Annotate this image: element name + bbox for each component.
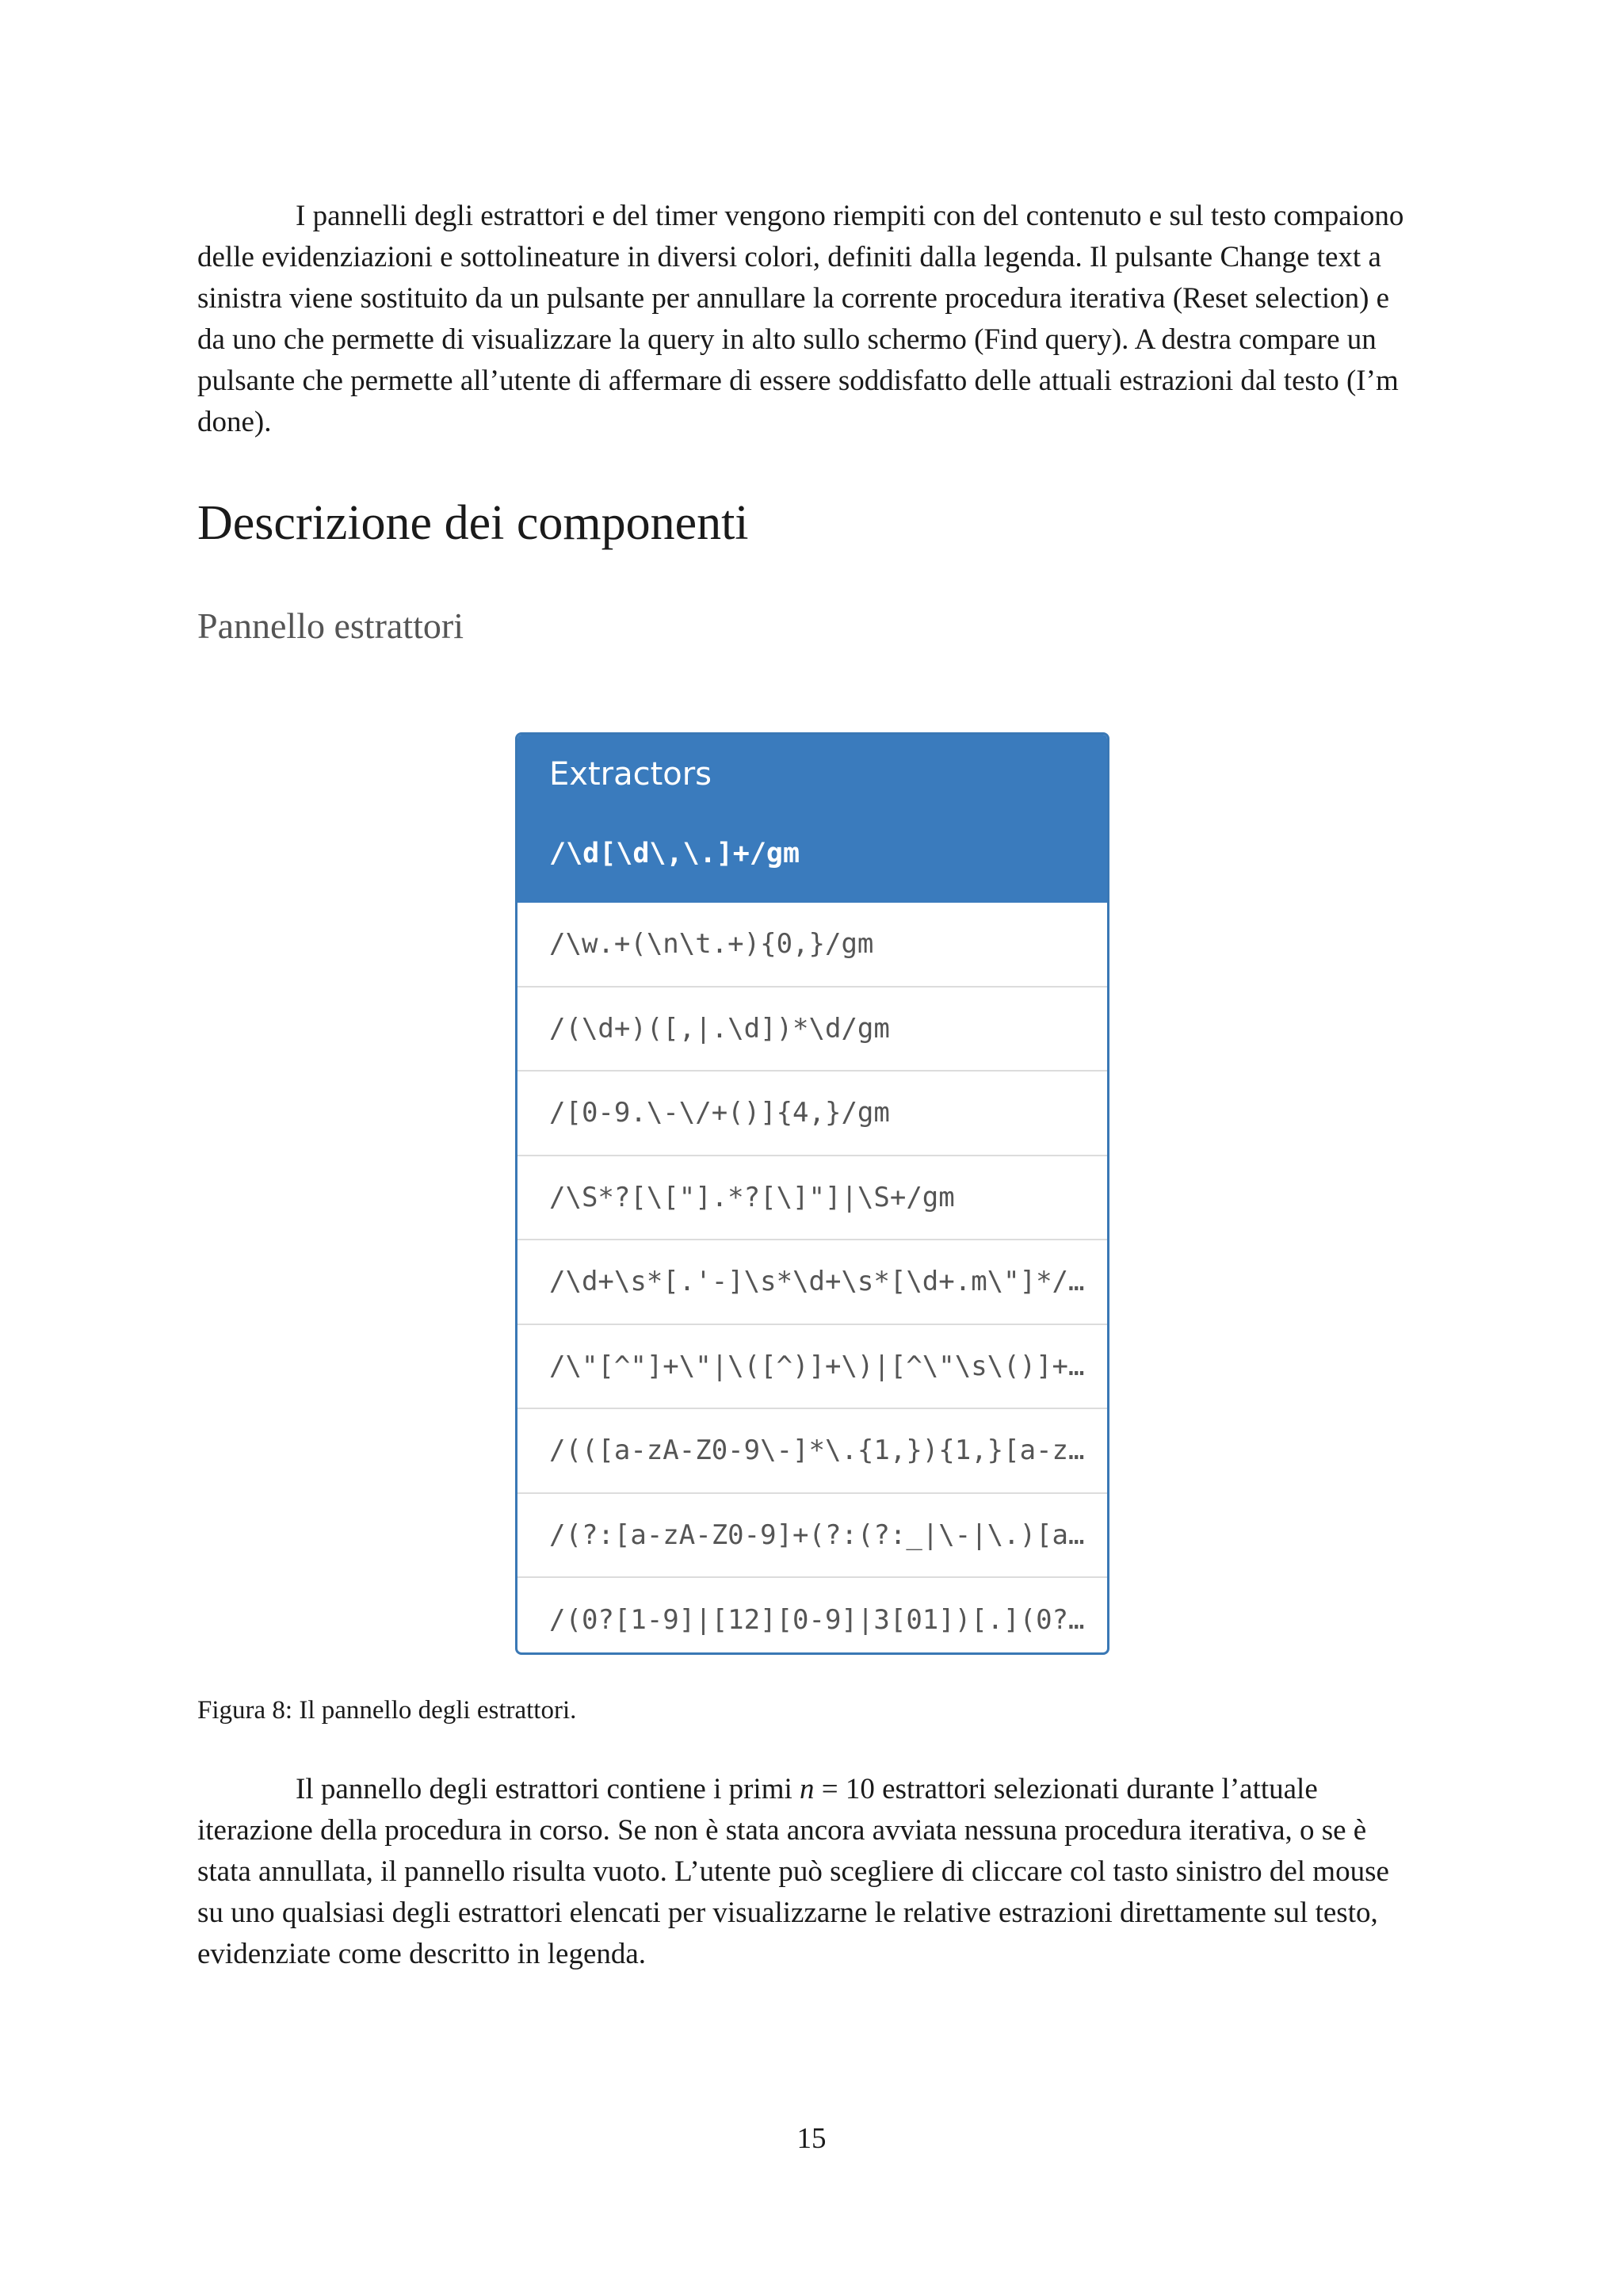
paragraph-line: done). — [197, 406, 272, 438]
extractor-item[interactable]: /(([a-zA-Z0-9\-]*\.{1,}){1,}[a-z… — [517, 1409, 1107, 1494]
extractor-item[interactable]: /\w.+(\n\t.+){0,}/gm — [517, 903, 1107, 988]
extractor-item[interactable]: /(\d+)([,|.\d])*\d/gm — [517, 988, 1107, 1072]
math-equals: = 10 — [814, 1773, 883, 1805]
extractor-item[interactable]: /\"[^"]+\"|\([^)]+\)|[^\"\s\()]+… — [517, 1325, 1107, 1410]
paragraph-line: pulsante che permette all’utente di affermare di essere soddisfatto delle attuali estrazioni dal testo (I’m — [197, 365, 1399, 397]
extractors-panel-figure — [515, 732, 1109, 1655]
extractors-panel-title: Extractors — [549, 756, 712, 793]
paragraph-line: delle evidenziazioni e sottolineature in diversi colori, definiti dalla legenda. Il pulsante Change text a — [197, 241, 1381, 273]
extractor-item[interactable]: /[0-9.\-\/+()]{4,}/gm — [517, 1072, 1107, 1156]
extractors-panel-header — [517, 735, 1107, 903]
section-heading: Descrizione dei componenti — [197, 496, 749, 550]
paragraph-line: stata annullata, il pannello risulta vuoto. L’utente può scegliere di cliccare col tasto sinistro del mouse — [197, 1855, 1389, 1888]
extractor-item-active[interactable]: /\d[\d\,\.]+/gm — [549, 838, 800, 869]
extractor-item[interactable]: /\S*?[\["].*?[\]"]|\S+/gm — [517, 1156, 1107, 1241]
paragraph-line: da uno che permette di visualizzare la query in alto sullo schermo (Find query). A destra compare un — [197, 323, 1377, 356]
description-paragraph — [197, 1769, 1442, 1975]
page-number: 15 — [796, 2122, 827, 2155]
paragraph-line: sinistra viene sostituito da un pulsante per annullare la corrente procedura iterativa (Reset selection) e — [197, 282, 1390, 315]
math-variable: n — [800, 1773, 815, 1805]
intro-paragraph — [197, 196, 1442, 443]
paragraph-line: iterazione della procedura in corso. Se non è stata ancora avviata nessuna procedura iterativa, o se è — [197, 1814, 1367, 1847]
extractor-item[interactable]: /\d+\s*[.'-]\s*\d+\s*[\d+.m\"]*/… — [517, 1240, 1107, 1325]
paragraph-line: su uno qualsiasi degli estrattori elencati per visualizzarne le relative estrazioni direttamente sul testo, — [197, 1897, 1378, 1929]
extractor-item[interactable]: /(?:[a-zA-Z0-9]+(?:(?:_|\-|\.)[a… — [517, 1494, 1107, 1579]
paragraph-line — [197, 1769, 1442, 1810]
subsection-heading: Pannello estrattori — [197, 606, 464, 646]
paragraph-line: evidenziate come descritto in legenda. — [197, 1938, 647, 1970]
extractors-list — [517, 903, 1107, 1655]
paragraph-text: estrattori selezionati durante l’attuale — [882, 1773, 1318, 1805]
paragraph-text: Il pannello degli estrattori contiene i primi — [296, 1773, 800, 1805]
figure-caption: Figura 8: Il pannello degli estrattori. — [197, 1696, 577, 1725]
paragraph-line: I pannelli degli estrattori e del timer vengono riempiti con del contenuto e sul testo compaiono — [296, 200, 1404, 232]
extractor-item[interactable]: /(0?[1-9]|[12][0-9]|3[01])[.](0?… — [549, 1604, 1085, 1637]
